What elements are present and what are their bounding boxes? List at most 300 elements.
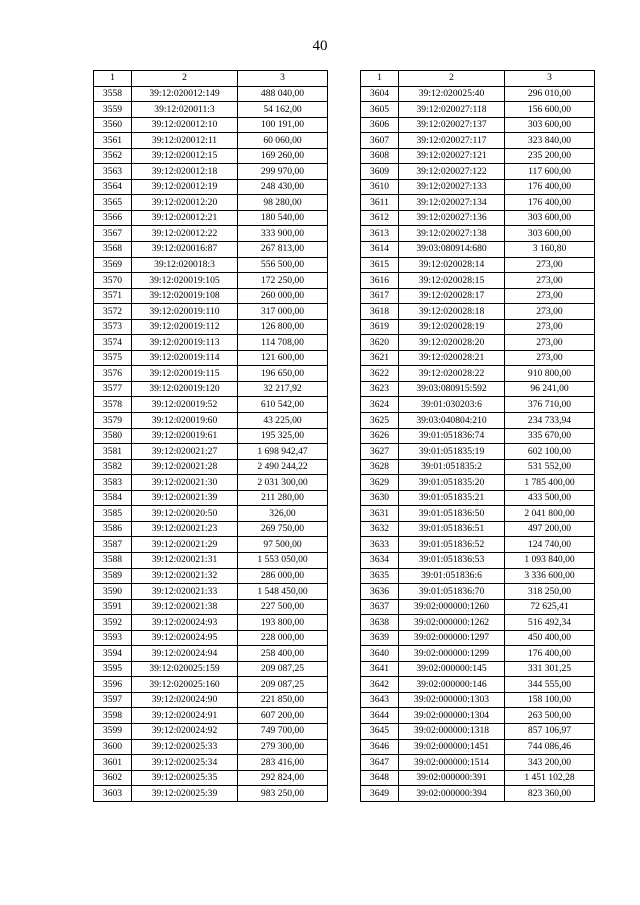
- value-cell: 335 670,00: [505, 428, 595, 444]
- value-cell: 303 600,00: [505, 117, 595, 133]
- cadastral-number-cell: 39:12:020021:32: [132, 568, 238, 584]
- cadastral-number-cell: 39:12:020027:122: [399, 164, 505, 180]
- table-row: [94, 786, 328, 802]
- value-cell: 195 325,00: [238, 428, 328, 444]
- row-number-cell: 3621: [361, 350, 399, 366]
- table-row: [361, 195, 595, 211]
- row-number-cell: 3634: [361, 552, 399, 568]
- row-number-cell: 3560: [94, 117, 132, 133]
- table-row: [94, 490, 328, 506]
- cadastral-number-cell: 39:12:020028:18: [399, 304, 505, 320]
- value-cell: 235 200,00: [505, 148, 595, 164]
- value-cell: 98 280,00: [238, 195, 328, 211]
- table-row: [94, 552, 328, 568]
- table-row: [361, 148, 595, 164]
- value-cell: 32 217,92: [238, 381, 328, 397]
- value-cell: 1 785 400,00: [505, 475, 595, 491]
- table-row: [94, 226, 328, 242]
- cadastral-number-cell: 39:12:020011:3: [132, 102, 238, 118]
- table-row: [94, 102, 328, 118]
- value-cell: 1 451 102,28: [505, 770, 595, 786]
- table-row: [94, 133, 328, 149]
- table-row: [94, 770, 328, 786]
- value-cell: 983 250,00: [238, 786, 328, 802]
- cadastral-number-cell: 39:12:020028:15: [399, 273, 505, 289]
- row-number-cell: 3628: [361, 459, 399, 475]
- value-cell: 531 552,00: [505, 459, 595, 475]
- cadastral-number-cell: 39:02:000000:391: [399, 770, 505, 786]
- value-cell: 234 733,94: [505, 413, 595, 429]
- cadastral-number-cell: 39:01:051835:2: [399, 459, 505, 475]
- row-number-cell: 3635: [361, 568, 399, 584]
- value-cell: 193 800,00: [238, 615, 328, 631]
- cadastral-number-cell: 39:12:020021:30: [132, 475, 238, 491]
- row-number-cell: 3593: [94, 630, 132, 646]
- left-table: [93, 70, 328, 802]
- table-row: [361, 599, 595, 615]
- value-cell: 292 824,00: [238, 770, 328, 786]
- value-cell: 1 548 450,00: [238, 584, 328, 600]
- cadastral-number-cell: 39:12:020025:40: [399, 86, 505, 102]
- value-cell: 100 191,00: [238, 117, 328, 133]
- value-cell: 176 400,00: [505, 195, 595, 211]
- row-number-cell: 3579: [94, 413, 132, 429]
- value-cell: 602 100,00: [505, 444, 595, 460]
- row-number-cell: 3580: [94, 428, 132, 444]
- cadastral-number-cell: 39:12:020027:134: [399, 195, 505, 211]
- table-row: [361, 646, 595, 662]
- column-header: 3: [238, 71, 328, 87]
- table-row: [361, 86, 595, 102]
- value-cell: 209 087,25: [238, 661, 328, 677]
- table-row: [94, 273, 328, 289]
- cadastral-number-cell: 39:12:020021:33: [132, 584, 238, 600]
- value-cell: 296 010,00: [505, 86, 595, 102]
- cadastral-number-cell: 39:02:000000:1299: [399, 646, 505, 662]
- table-row: [361, 366, 595, 382]
- cadastral-number-cell: 39:12:020024:91: [132, 708, 238, 724]
- row-number-cell: 3639: [361, 630, 399, 646]
- cadastral-number-cell: 39:12:020028:19: [399, 319, 505, 335]
- value-cell: 2 041 800,00: [505, 506, 595, 522]
- table-row: [94, 677, 328, 693]
- cadastral-number-cell: 39:12:020019:115: [132, 366, 238, 382]
- cadastral-number-cell: 39:12:020021:28: [132, 459, 238, 475]
- value-cell: 299 970,00: [238, 164, 328, 180]
- cadastral-number-cell: 39:12:020020:50: [132, 506, 238, 522]
- value-cell: 516 492,34: [505, 615, 595, 631]
- value-cell: 323 840,00: [505, 133, 595, 149]
- table-row: [361, 210, 595, 226]
- value-cell: 331 301,25: [505, 661, 595, 677]
- row-number-cell: 3646: [361, 739, 399, 755]
- value-cell: 303 600,00: [505, 210, 595, 226]
- cadastral-number-cell: 39:12:020018:3: [132, 257, 238, 273]
- value-cell: 169 260,00: [238, 148, 328, 164]
- row-number-cell: 3618: [361, 304, 399, 320]
- cadastral-number-cell: 39:02:000000:1297: [399, 630, 505, 646]
- row-number-cell: 3603: [94, 786, 132, 802]
- cadastral-number-cell: 39:01:051836:53: [399, 552, 505, 568]
- row-number-cell: 3642: [361, 677, 399, 693]
- row-number-cell: 3565: [94, 195, 132, 211]
- row-number-cell: 3619: [361, 319, 399, 335]
- value-cell: 263 500,00: [505, 708, 595, 724]
- cadastral-number-cell: 39:12:020012:10: [132, 117, 238, 133]
- column-header: 3: [505, 71, 595, 87]
- value-cell: 126 800,00: [238, 319, 328, 335]
- table-row: [361, 475, 595, 491]
- row-number-cell: 3636: [361, 584, 399, 600]
- table-row: [94, 584, 328, 600]
- row-number-cell: 3609: [361, 164, 399, 180]
- value-cell: 1 553 050,00: [238, 552, 328, 568]
- row-number-cell: 3564: [94, 179, 132, 195]
- row-number-cell: 3614: [361, 242, 399, 258]
- row-number-cell: 3598: [94, 708, 132, 724]
- value-cell: 1 093 840,00: [505, 552, 595, 568]
- table-row: [361, 288, 595, 304]
- cadastral-number-cell: 39:02:000000:1304: [399, 708, 505, 724]
- cadastral-number-cell: 39:01:051836:70: [399, 584, 505, 600]
- cadastral-number-cell: 39:12:020024:90: [132, 692, 238, 708]
- cadastral-number-cell: 39:12:020021:23: [132, 521, 238, 537]
- row-number-cell: 3577: [94, 381, 132, 397]
- cadastral-number-cell: 39:12:020021:38: [132, 599, 238, 615]
- column-header: 2: [132, 71, 238, 87]
- table-row: [361, 615, 595, 631]
- row-number-cell: 3572: [94, 304, 132, 320]
- value-cell: 433 500,00: [505, 490, 595, 506]
- cadastral-number-cell: 39:01:051835:20: [399, 475, 505, 491]
- cadastral-number-cell: 39:12:020019:108: [132, 288, 238, 304]
- value-cell: 610 542,00: [238, 397, 328, 413]
- row-number-cell: 3643: [361, 692, 399, 708]
- table-row: [361, 755, 595, 771]
- table-row: [94, 397, 328, 413]
- table-row: [361, 552, 595, 568]
- value-cell: 248 430,00: [238, 179, 328, 195]
- row-number-cell: 3558: [94, 86, 132, 102]
- row-number-cell: 3595: [94, 661, 132, 677]
- value-cell: 114 708,00: [238, 335, 328, 351]
- table-row: [94, 723, 328, 739]
- column-header: 2: [399, 71, 505, 87]
- cadastral-number-cell: 39:12:020019:61: [132, 428, 238, 444]
- cadastral-number-cell: 39:12:020019:112: [132, 319, 238, 335]
- row-number-cell: 3568: [94, 242, 132, 258]
- value-cell: 267 813,00: [238, 242, 328, 258]
- cadastral-number-cell: 39:12:020019:114: [132, 350, 238, 366]
- value-cell: 273,00: [505, 335, 595, 351]
- row-number-cell: 3576: [94, 366, 132, 382]
- cadastral-number-cell: 39:12:020021:27: [132, 444, 238, 460]
- page-number: 40: [312, 38, 328, 54]
- table-row: [361, 692, 595, 708]
- column-header: 1: [361, 71, 399, 87]
- row-number-cell: 3583: [94, 475, 132, 491]
- row-number-cell: 3566: [94, 210, 132, 226]
- row-number-cell: 3578: [94, 397, 132, 413]
- row-number-cell: 3607: [361, 133, 399, 149]
- table-row: [94, 459, 328, 475]
- table-row: [94, 319, 328, 335]
- table-row: [361, 459, 595, 475]
- cadastral-number-cell: 39:12:020012:19: [132, 179, 238, 195]
- row-number-cell: 3591: [94, 599, 132, 615]
- row-number-cell: 3641: [361, 661, 399, 677]
- table-row: [94, 148, 328, 164]
- table-row: [94, 692, 328, 708]
- cadastral-number-cell: 39:12:020024:92: [132, 723, 238, 739]
- row-number-cell: 3582: [94, 459, 132, 475]
- row-number-cell: 3648: [361, 770, 399, 786]
- value-cell: 60 060,00: [238, 133, 328, 149]
- table-row: [361, 661, 595, 677]
- row-number-cell: 3616: [361, 273, 399, 289]
- value-cell: 488 040,00: [238, 86, 328, 102]
- value-cell: 910 800,00: [505, 366, 595, 382]
- table-row: [94, 739, 328, 755]
- value-cell: 3 160,80: [505, 242, 595, 258]
- value-cell: 273,00: [505, 304, 595, 320]
- table-row: [94, 195, 328, 211]
- table-row: [361, 117, 595, 133]
- table-row: [94, 413, 328, 429]
- row-number-cell: 3615: [361, 257, 399, 273]
- table-row: [94, 257, 328, 273]
- value-cell: 269 750,00: [238, 521, 328, 537]
- header-row: [361, 71, 595, 87]
- table-row: [361, 413, 595, 429]
- cadastral-number-cell: 39:02:000000:1514: [399, 755, 505, 771]
- table-row: [94, 599, 328, 615]
- table-row: [361, 350, 595, 366]
- table-row: [361, 521, 595, 537]
- row-number-cell: 3589: [94, 568, 132, 584]
- value-cell: 196 650,00: [238, 366, 328, 382]
- cadastral-number-cell: 39:02:000000:1260: [399, 599, 505, 615]
- cadastral-number-cell: 39:01:051836:6: [399, 568, 505, 584]
- value-cell: 303 600,00: [505, 226, 595, 242]
- row-number-cell: 3611: [361, 195, 399, 211]
- table-row: [94, 428, 328, 444]
- cadastral-number-cell: 39:02:000000:1262: [399, 615, 505, 631]
- value-cell: 607 200,00: [238, 708, 328, 724]
- value-cell: 176 400,00: [505, 646, 595, 662]
- value-cell: 117 600,00: [505, 164, 595, 180]
- value-cell: 258 400,00: [238, 646, 328, 662]
- value-cell: 72 625,41: [505, 599, 595, 615]
- cadastral-number-cell: 39:12:020024:94: [132, 646, 238, 662]
- table-row: [361, 723, 595, 739]
- table-row: [94, 444, 328, 460]
- row-number-cell: 3608: [361, 148, 399, 164]
- value-cell: 318 250,00: [505, 584, 595, 600]
- cadastral-number-cell: 39:12:020027:121: [399, 148, 505, 164]
- value-cell: 121 600,00: [238, 350, 328, 366]
- row-number-cell: 3645: [361, 723, 399, 739]
- row-number-cell: 3599: [94, 723, 132, 739]
- table-row: [361, 335, 595, 351]
- cadastral-number-cell: 39:12:020019:52: [132, 397, 238, 413]
- row-number-cell: 3594: [94, 646, 132, 662]
- table-row: [361, 179, 595, 195]
- row-number-cell: 3597: [94, 692, 132, 708]
- value-cell: 2 490 244,22: [238, 459, 328, 475]
- cadastral-number-cell: 39:12:020019:110: [132, 304, 238, 320]
- row-number-cell: 3637: [361, 599, 399, 615]
- cadastral-number-cell: 39:12:020012:20: [132, 195, 238, 211]
- table-row: [361, 708, 595, 724]
- cadastral-number-cell: 39:12:020021:29: [132, 537, 238, 553]
- table-row: [361, 739, 595, 755]
- value-cell: 333 900,00: [238, 226, 328, 242]
- row-number-cell: 3585: [94, 506, 132, 522]
- cadastral-number-cell: 39:01:051835:21: [399, 490, 505, 506]
- cadastral-number-cell: 39:12:020012:18: [132, 164, 238, 180]
- table-row: [361, 770, 595, 786]
- cadastral-number-cell: 39:12:020027:118: [399, 102, 505, 118]
- table-row: [94, 350, 328, 366]
- cadastral-number-cell: 39:03:040804:210: [399, 413, 505, 429]
- table-row: [361, 786, 595, 802]
- value-cell: 96 241,00: [505, 381, 595, 397]
- cadastral-number-cell: 39:12:020012:22: [132, 226, 238, 242]
- value-cell: 343 200,00: [505, 755, 595, 771]
- value-cell: 823 360,00: [505, 786, 595, 802]
- cadastral-number-cell: 39:12:020028:20: [399, 335, 505, 351]
- cadastral-number-cell: 39:12:020024:95: [132, 630, 238, 646]
- cadastral-number-cell: 39:12:020024:93: [132, 615, 238, 631]
- table-row: [361, 164, 595, 180]
- table-row: [361, 397, 595, 413]
- row-number-cell: 3624: [361, 397, 399, 413]
- row-number-cell: 3573: [94, 319, 132, 335]
- value-cell: 497 200,00: [505, 521, 595, 537]
- value-cell: 227 500,00: [238, 599, 328, 615]
- table-row: [361, 630, 595, 646]
- value-cell: 857 106,97: [505, 723, 595, 739]
- table-row: [94, 304, 328, 320]
- table-row: [361, 242, 595, 258]
- row-number-cell: 3622: [361, 366, 399, 382]
- row-number-cell: 3649: [361, 786, 399, 802]
- row-number-cell: 3620: [361, 335, 399, 351]
- row-number-cell: 3644: [361, 708, 399, 724]
- table-row: [94, 366, 328, 382]
- table-row: [361, 319, 595, 335]
- cadastral-number-cell: 39:12:020025:33: [132, 739, 238, 755]
- cadastral-number-cell: 39:12:020028:21: [399, 350, 505, 366]
- table-row: [94, 630, 328, 646]
- row-number-cell: 3602: [94, 770, 132, 786]
- value-cell: 286 000,00: [238, 568, 328, 584]
- row-number-cell: 3600: [94, 739, 132, 755]
- value-cell: 556 500,00: [238, 257, 328, 273]
- table-row: [94, 210, 328, 226]
- cadastral-number-cell: 39:12:020025:39: [132, 786, 238, 802]
- row-number-cell: 3612: [361, 210, 399, 226]
- table-row: [361, 490, 595, 506]
- cadastral-number-cell: 39:12:020021:39: [132, 490, 238, 506]
- cadastral-number-cell: 39:12:020028:14: [399, 257, 505, 273]
- row-number-cell: 3633: [361, 537, 399, 553]
- row-number-cell: 3613: [361, 226, 399, 242]
- row-number-cell: 3605: [361, 102, 399, 118]
- cadastral-number-cell: 39:01:051835:19: [399, 444, 505, 460]
- cadastral-number-cell: 39:02:000000:1318: [399, 723, 505, 739]
- table-row: [361, 102, 595, 118]
- value-cell: 273,00: [505, 319, 595, 335]
- table-row: [94, 506, 328, 522]
- value-cell: 97 500,00: [238, 537, 328, 553]
- table-row: [361, 133, 595, 149]
- value-cell: 2 031 300,00: [238, 475, 328, 491]
- cadastral-number-cell: 39:02:000000:1451: [399, 739, 505, 755]
- row-number-cell: 3623: [361, 381, 399, 397]
- table-row: [94, 615, 328, 631]
- row-number-cell: 3625: [361, 413, 399, 429]
- row-number-cell: 3630: [361, 490, 399, 506]
- cadastral-number-cell: 39:12:020027:133: [399, 179, 505, 195]
- table-row: [94, 568, 328, 584]
- table-row: [94, 86, 328, 102]
- table-row: [361, 506, 595, 522]
- cadastral-number-cell: 39:12:020025:159: [132, 661, 238, 677]
- table-row: [361, 584, 595, 600]
- table-row: [94, 708, 328, 724]
- row-number-cell: 3626: [361, 428, 399, 444]
- value-cell: 260 000,00: [238, 288, 328, 304]
- cadastral-number-cell: 39:12:020019:105: [132, 273, 238, 289]
- row-number-cell: 3601: [94, 755, 132, 771]
- table-row: [361, 568, 595, 584]
- cadastral-number-cell: 39:12:020019:60: [132, 413, 238, 429]
- cadastral-number-cell: 39:02:000000:1303: [399, 692, 505, 708]
- value-cell: 326,00: [238, 506, 328, 522]
- row-number-cell: 3571: [94, 288, 132, 304]
- table-row: [94, 755, 328, 771]
- row-number-cell: 3574: [94, 335, 132, 351]
- table-row: [94, 288, 328, 304]
- cadastral-number-cell: 39:02:000000:145: [399, 661, 505, 677]
- row-number-cell: 3640: [361, 646, 399, 662]
- table-row: [94, 381, 328, 397]
- value-cell: 211 280,00: [238, 490, 328, 506]
- row-number-cell: 3567: [94, 226, 132, 242]
- value-cell: 221 850,00: [238, 692, 328, 708]
- cadastral-number-cell: 39:12:020027:138: [399, 226, 505, 242]
- value-cell: 3 336 600,00: [505, 568, 595, 584]
- row-number-cell: 3604: [361, 86, 399, 102]
- table-row: [361, 273, 595, 289]
- row-number-cell: 3570: [94, 273, 132, 289]
- value-cell: 1 698 942,47: [238, 444, 328, 460]
- right-table: [360, 70, 595, 802]
- cadastral-number-cell: 39:12:020025:160: [132, 677, 238, 693]
- row-number-cell: 3569: [94, 257, 132, 273]
- cadastral-number-cell: 39:01:051836:51: [399, 521, 505, 537]
- table-row: [361, 304, 595, 320]
- value-cell: 376 710,00: [505, 397, 595, 413]
- row-number-cell: 3581: [94, 444, 132, 460]
- cadastral-number-cell: 39:12:020021:31: [132, 552, 238, 568]
- row-number-cell: 3638: [361, 615, 399, 631]
- row-number-cell: 3590: [94, 584, 132, 600]
- row-number-cell: 3592: [94, 615, 132, 631]
- cadastral-number-cell: 39:12:020028:22: [399, 366, 505, 382]
